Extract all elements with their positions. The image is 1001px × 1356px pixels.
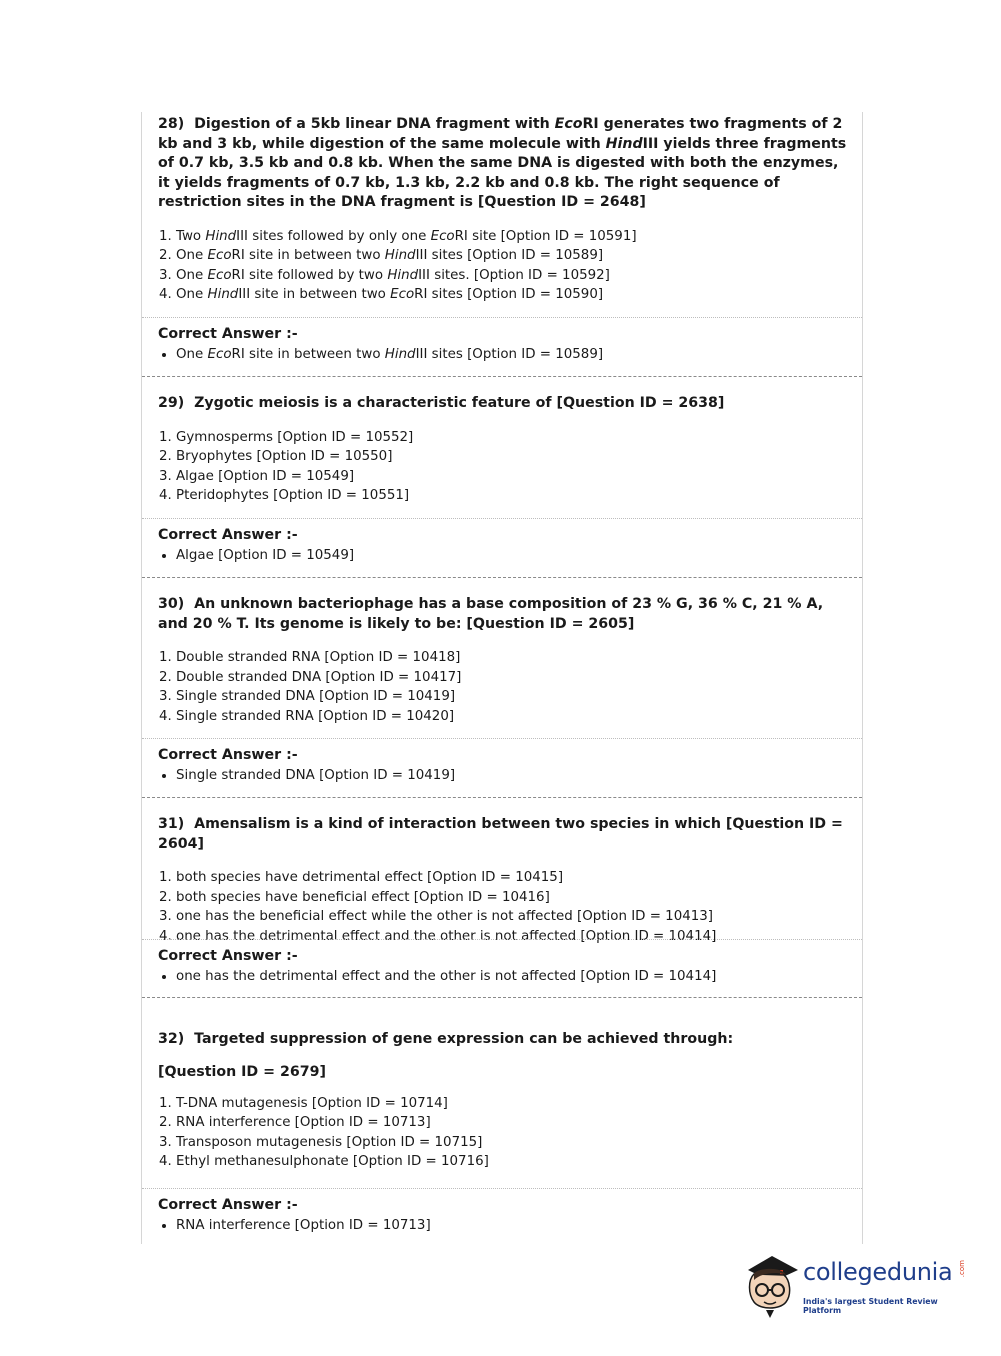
answer-item: • Algae [Option ID = 10549] (176, 546, 862, 566)
answer-label: Correct Answer :- (158, 527, 298, 543)
question-32 (142, 1030, 862, 1172)
options-list (142, 868, 862, 946)
options-list (142, 428, 862, 506)
question-30 (142, 595, 862, 726)
question-text: 32) Targeted suppression of gene expression can be achieved through: (158, 1031, 734, 1047)
question-id-line: [Question ID = 2679] (158, 1063, 326, 1080)
option-item: 3. One EcoRI site followed by two HindIII sites. [Option ID = 10592] (176, 266, 862, 286)
question-text: 31) Amensalism is a kind of interaction between two species in which [Question ID = 2604] (158, 816, 843, 852)
answer-item: • One EcoRI site in between two HindIII sites [Option ID = 10589] (176, 345, 862, 365)
answer-box-29 (142, 518, 862, 566)
option-item: 4. Ethyl methanesulphonate [Option ID = 10716] (176, 1152, 862, 1172)
logo-tagline: India's largest Student Review Platform (803, 1297, 938, 1315)
answer-list (142, 345, 862, 365)
separator (142, 376, 862, 377)
answer-box-30 (142, 738, 862, 786)
question-28 (142, 115, 862, 305)
answer-list (142, 546, 862, 566)
option-item: 4. Single stranded RNA [Option ID = 10420] (176, 707, 862, 727)
options-list (142, 227, 862, 305)
options-list (142, 648, 862, 726)
option-item: 4. Pteridophytes [Option ID = 10551] (176, 486, 862, 506)
answer-list (142, 1216, 862, 1236)
option-item: 4. One HindIII site in between two EcoRI sites [Option ID = 10590] (176, 285, 862, 305)
option-item: 3. Single stranded DNA [Option ID = 10419] (176, 687, 862, 707)
logo-dotcom: .com (958, 1260, 966, 1278)
logo-text: collegedunia (803, 1258, 953, 1286)
option-item: 1. T-DNA mutagenesis [Option ID = 10714] (176, 1094, 862, 1114)
question-text: 29) Zygotic meiosis is a characteristic feature of [Question ID = 2638] (158, 395, 725, 411)
option-item: 2. both species have beneficial effect [Option ID = 10416] (176, 888, 862, 908)
option-item: 1. Gymnosperms [Option ID = 10552] (176, 428, 862, 448)
question-text: 28) Digestion of a 5kb linear DNA fragment with EcoRI generates two fragments of 2 kb and 3 kb, while digestion of the same molecule with HindIII yields three fragments of 0.7 kb, 3.5 kb and 0.8 kb. When the same DNA is digested with both the enzymes, it yields fragments of 0.7 kb, 1.3 kb, 2.2 kb and 0.8 kb. The right sequence of restriction sites in the DNA fragment is [Question ID = 2648] (158, 116, 847, 210)
option-item: 2. Double stranded DNA [Option ID = 10417] (176, 668, 862, 688)
question-sheet (141, 112, 863, 1244)
option-item: 1. Double stranded RNA [Option ID = 10418] (176, 648, 862, 668)
collegedunia-logo (742, 1250, 972, 1320)
answer-label: Correct Answer :- (158, 948, 298, 964)
option-item: 2. One EcoRI site in between two HindIII sites [Option ID = 10589] (176, 246, 862, 266)
separator (142, 997, 862, 998)
question-text: 30) An unknown bacteriophage has a base composition of 23 % G, 36 % C, 21 % A, and 20 % T. Its genome is likely to be: [Question ID = 2605] (158, 596, 824, 632)
mascot-icon (742, 1250, 804, 1320)
answer-item: • Single stranded DNA [Option ID = 10419] (176, 766, 862, 786)
question-29 (142, 394, 862, 506)
answer-list (142, 766, 862, 786)
separator (142, 797, 862, 798)
answer-item: • one has the detrimental effect and the other is not affected [Option ID = 10414] (176, 967, 862, 987)
answer-box-31 (142, 939, 862, 987)
option-item: 4. one has the detrimental effect and the other is not affected [Option ID = 10414] (176, 927, 862, 947)
options-list (142, 1094, 862, 1172)
answer-list (142, 967, 862, 987)
option-item: 3. Algae [Option ID = 10549] (176, 467, 862, 487)
option-item: 3. Transposon mutagenesis [Option ID = 10715] (176, 1133, 862, 1153)
answer-label: Correct Answer :- (158, 326, 298, 342)
question-31 (142, 815, 862, 946)
option-item: 2. Bryophytes [Option ID = 10550] (176, 447, 862, 467)
option-item: 3. one has the beneficial effect while the other is not affected [Option ID = 10413] (176, 907, 862, 927)
answer-box-28 (142, 317, 862, 365)
answer-label: Correct Answer :- (158, 747, 298, 763)
option-item: 1. both species have detrimental effect [Option ID = 10415] (176, 868, 862, 888)
answer-box-32 (142, 1188, 862, 1236)
answer-label: Correct Answer :- (158, 1197, 298, 1213)
answer-item: • RNA interference [Option ID = 10713] (176, 1216, 862, 1236)
separator (142, 577, 862, 578)
option-item: 1. Two HindIII sites followed by only one EcoRI site [Option ID = 10591] (176, 227, 862, 247)
option-item: 2. RNA interference [Option ID = 10713] (176, 1113, 862, 1133)
